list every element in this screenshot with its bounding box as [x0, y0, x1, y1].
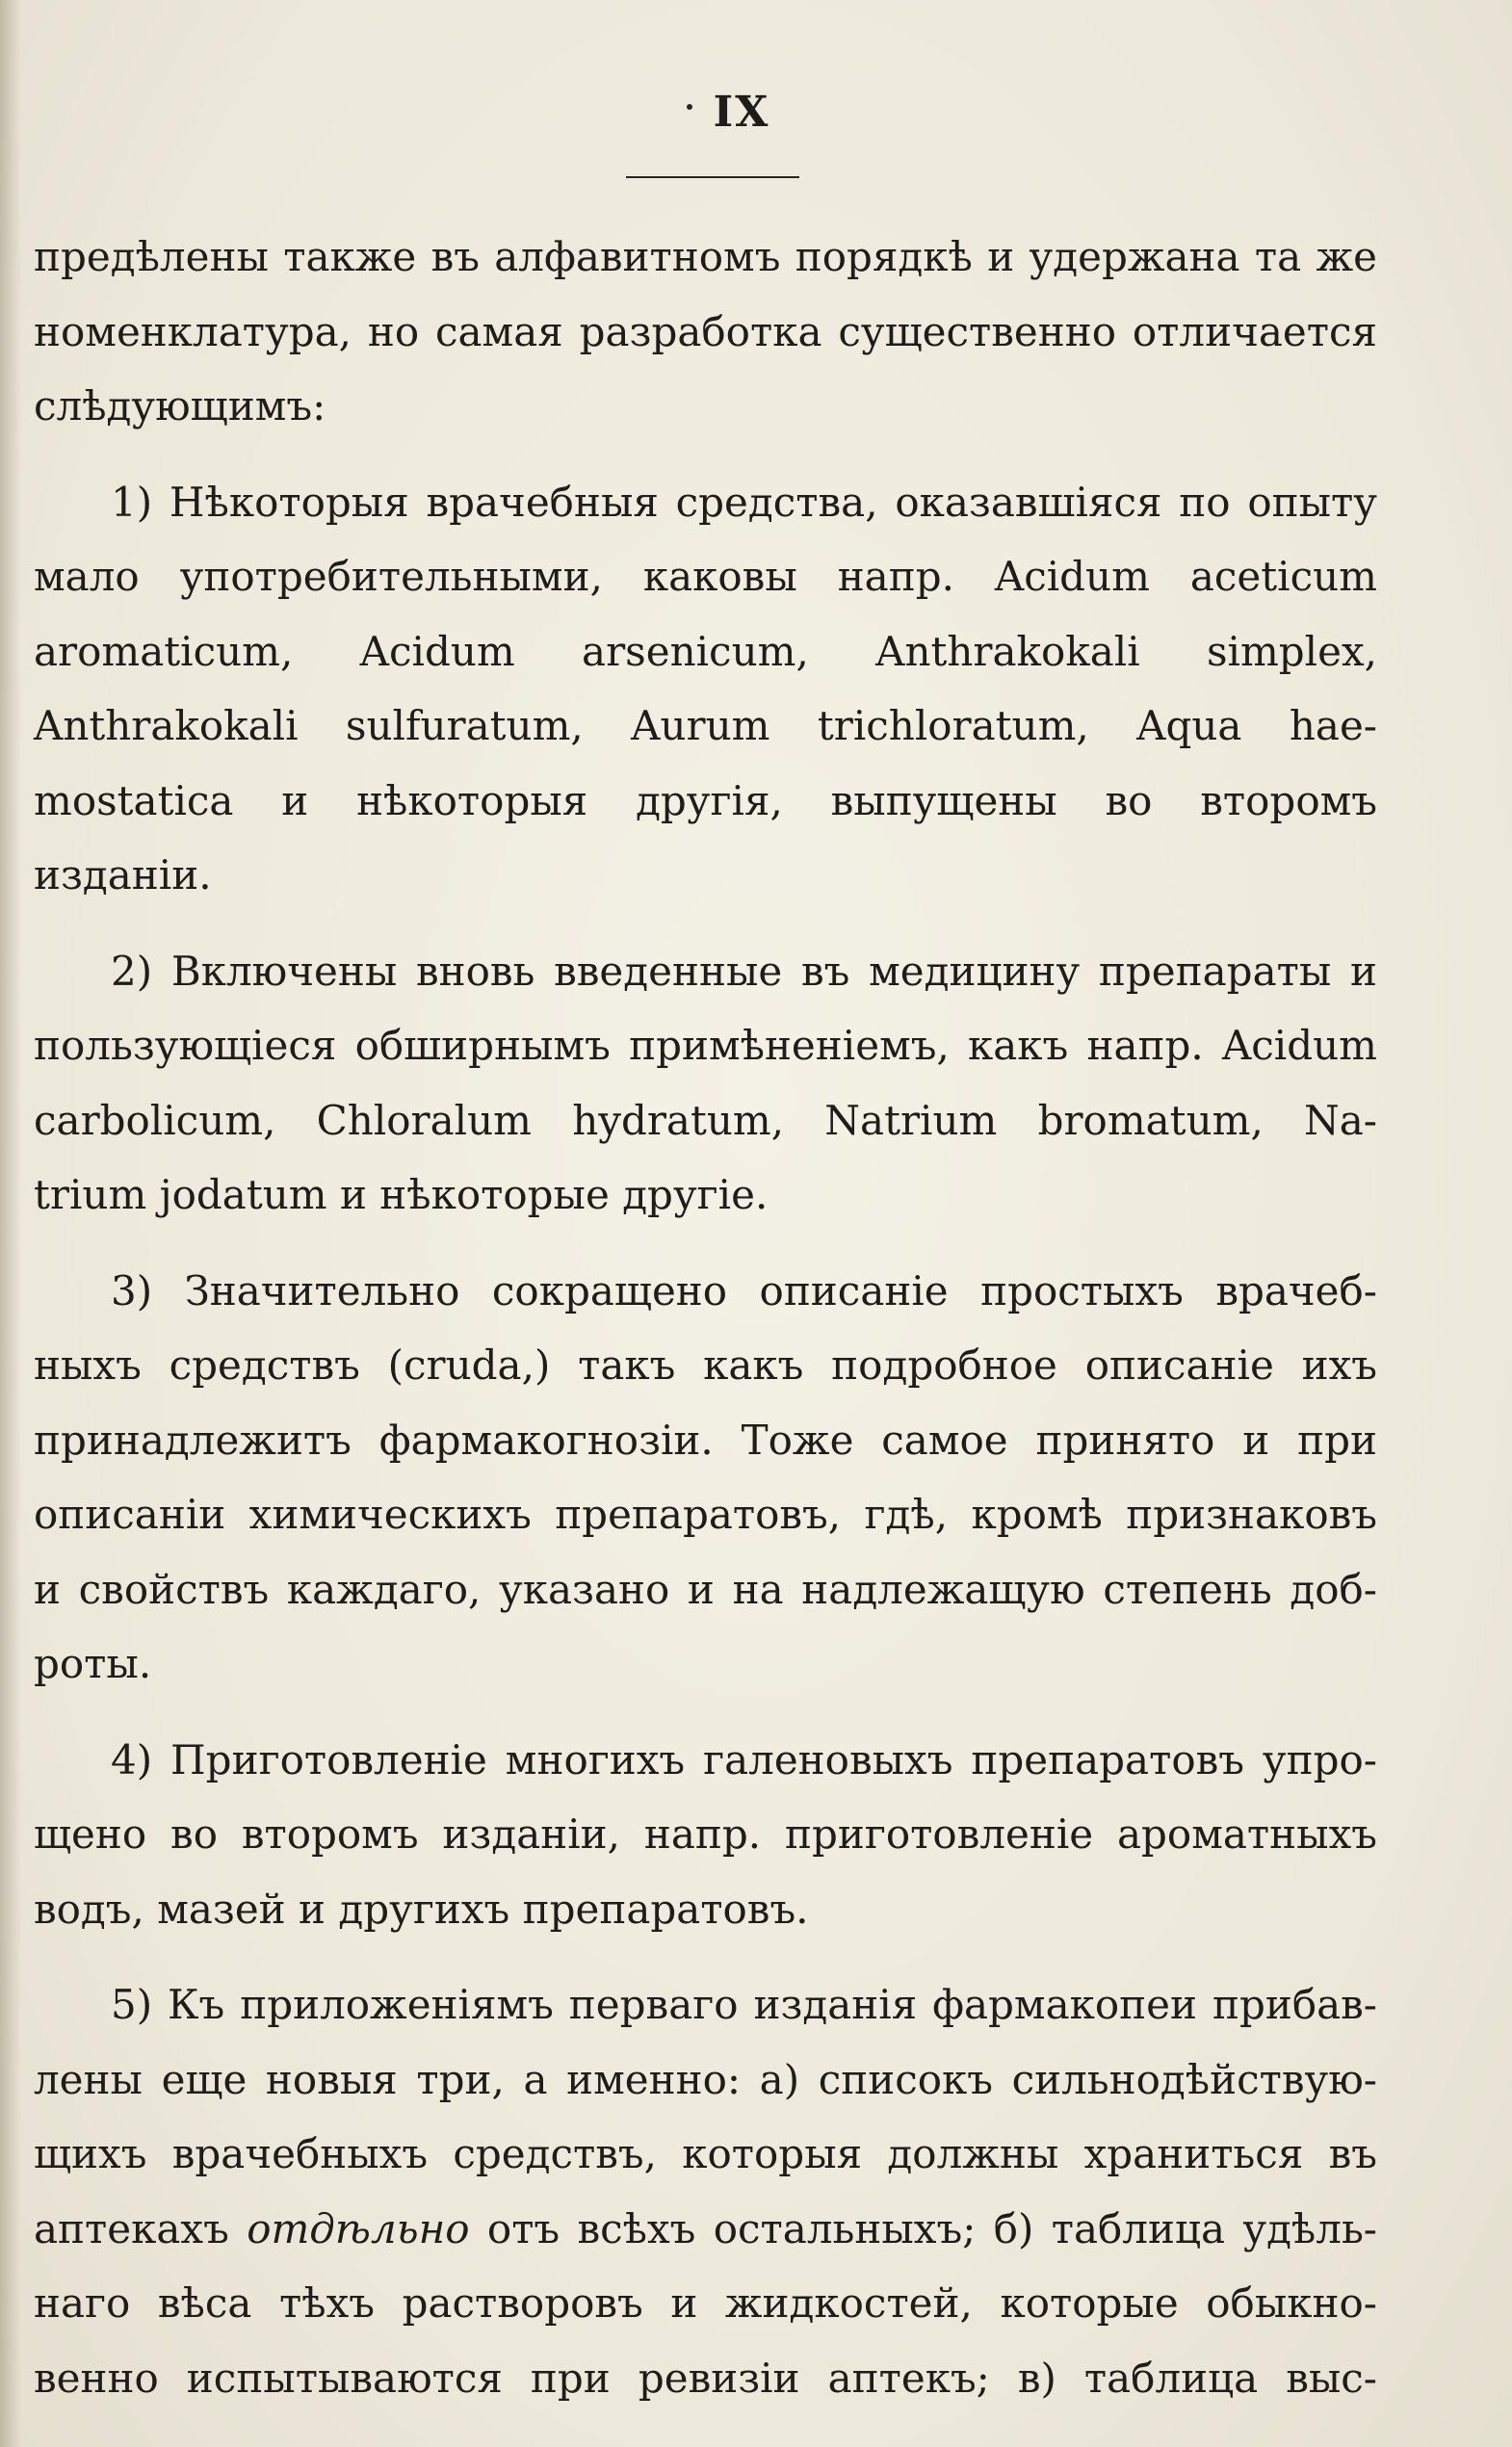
text-line: наго вѣса тѣхъ растворовъ и жидкостей, которые обыкно- — [34, 2279, 1377, 2327]
spine-shadow — [0, 0, 21, 2447]
paragraph-gap — [34, 1946, 1377, 1967]
text-line: щихъ врачебныхъ средствъ, которыя должны храниться въ — [34, 2130, 1377, 2177]
text-line: мало употребительными, каковы напр. Acidum aceticum — [34, 553, 1377, 600]
text-line: щено во второмъ изданіи, напр. приготовленіе ароматныхъ — [34, 1810, 1377, 1858]
text-line: Anthrakokali sulfuratum, Aurum trichloratum, Aqua haе- — [34, 702, 1377, 749]
text-line: описаніи химическихъ препаратовъ, гдѣ, кромѣ признаковъ — [34, 1491, 1377, 1538]
text-line: 5) Къ приложеніямъ перваго изданія фармакопеи прибав- — [111, 1981, 1377, 2028]
paragraph-gap — [34, 444, 1377, 465]
header-rule — [626, 176, 799, 178]
text-line: carbolicum, Chloralum hydratum, Natrium bromatum, Na- — [34, 1096, 1377, 1144]
text-line: лены еще новыя три, а именно: а) списокъ сильнодѣйствую- — [34, 2055, 1377, 2103]
text-fragment: отъ всѣхъ остальныхъ; б) таблица удѣль- — [486, 2204, 1377, 2252]
text-line: слѣдующимъ: — [34, 382, 326, 430]
text-line: 3) Значительно сокращено описаніе простыхъ врачеб- — [111, 1266, 1377, 1315]
page-header — [597, 88, 886, 137]
italic-word: отдѣльно — [247, 2204, 470, 2252]
paragraph-gap — [34, 913, 1377, 934]
text-line: mostatica и нѣкоторыя другія, выпущены во второмъ — [34, 776, 1377, 824]
text-line: и свойствъ каждаго, указано и на надлежащую степень доб- — [34, 1565, 1377, 1613]
text-line: предѣлены также въ алфавитномъ порядкѣ и удержана та же — [34, 233, 1377, 280]
text-line: принадлежитъ фармакогнозіи. Тоже самое принято и при — [34, 1416, 1377, 1464]
paragraph-gap — [34, 1233, 1377, 1254]
text-line: 2) Включены вновь введенные въ медицину препараты и — [111, 947, 1377, 995]
text-line: aromaticum, Acidum arsenicum, Anthrakokali simplex, — [34, 627, 1377, 675]
text-line: венно испытываются при ревизіи аптекъ; в) таблица выс- — [34, 2354, 1377, 2402]
text-line: водъ, мазей и другихъ препаратовъ. — [34, 1885, 809, 1933]
text-line: ныхъ средствъ (cruda,) такъ какъ подробное описаніе ихъ — [34, 1341, 1377, 1389]
text-line: пользующіеся обширнымъ примѣненіемъ, какъ напр. Acidum — [34, 1022, 1377, 1069]
paragraph-gap — [34, 1702, 1377, 1723]
text-line: изданіи. — [34, 851, 212, 898]
text-fragment: аптекахъ — [34, 2204, 229, 2252]
text-line: роты. — [34, 1640, 152, 1687]
text-line: trium jodatum и нѣкоторые другіе. — [34, 1171, 769, 1218]
text-line — [34, 2192, 1377, 2267]
text-line: номенклатура, но самая разработка существенно отличается — [34, 307, 1377, 355]
text-line: 1) Нѣкоторыя врачебныя средства, оказавшіяся по опыту — [111, 478, 1377, 526]
page-number: IX — [713, 88, 770, 137]
body-text — [34, 220, 1377, 2415]
text-line: 4) Приготовленіе многихъ галеновыхъ препаратовъ упро- — [111, 1735, 1377, 1783]
